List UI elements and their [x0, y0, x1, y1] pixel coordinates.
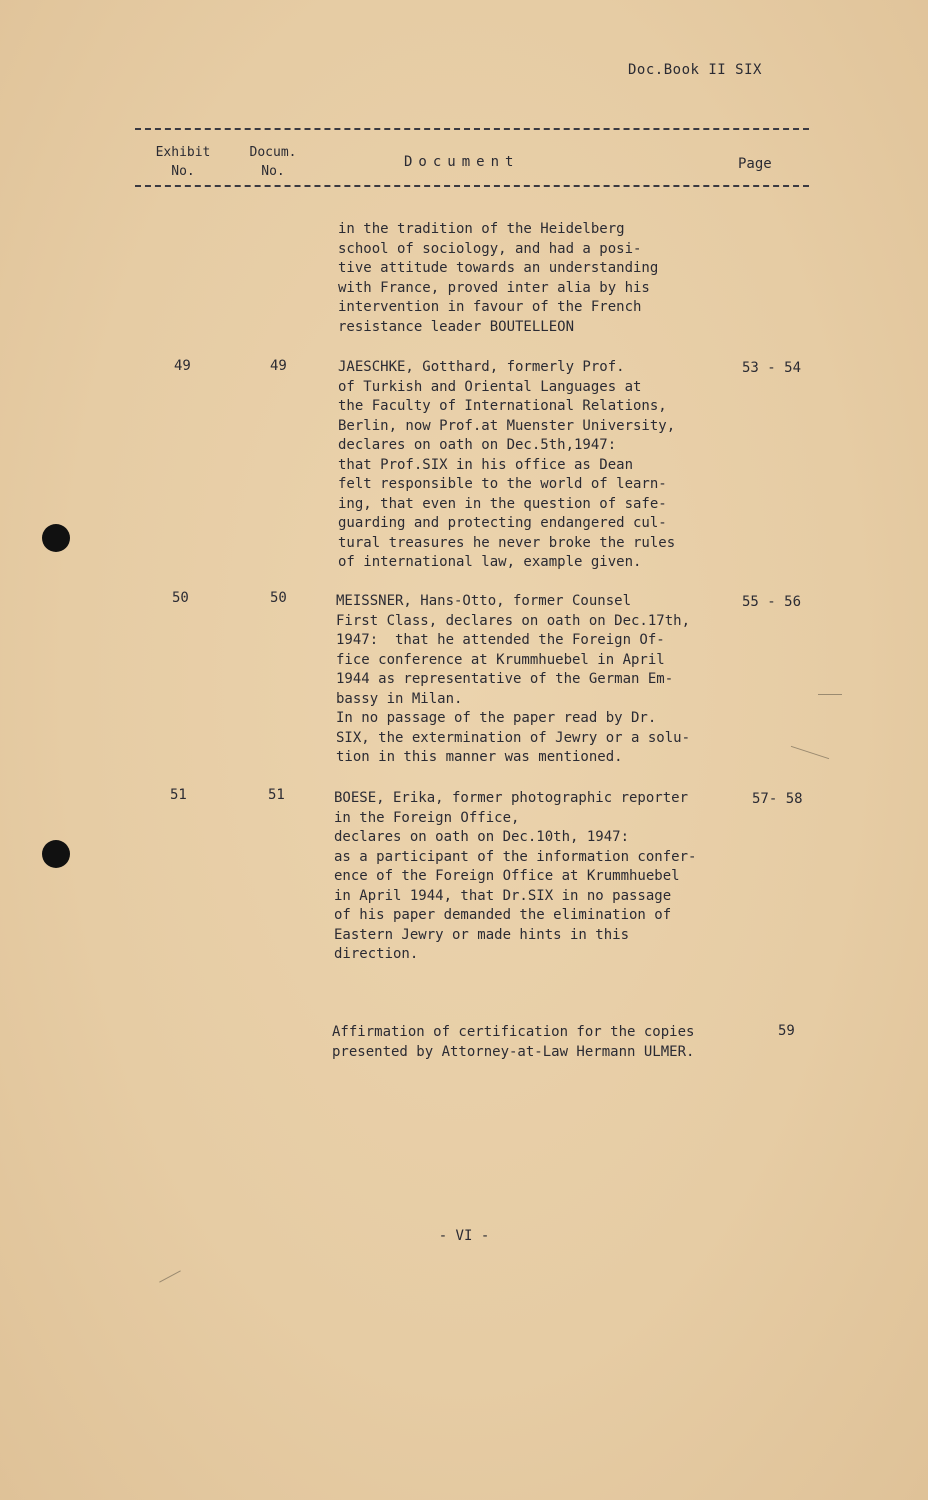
entry-page: 59	[778, 1023, 795, 1039]
column-header-docum-line2: No.	[261, 164, 285, 179]
entry-text: JAESCHKE, Gotthard, formerly Prof. of Turkish and Oriental Languages at the Faculty of International Relations, Berlin, now Prof.at Muenster University, declares on oath on Dec.5th,1947: that Prof.SIX in his office as Dean felt responsible to the world of learn- ing, that even in the question of safe- guarding and protecting endangered cul- tural treasures he never broke the rules of international law, example given.	[338, 359, 676, 570]
punch-hole	[42, 840, 70, 868]
header-bottom-rule	[135, 185, 809, 187]
column-header-exhibit-line2: No.	[171, 164, 195, 179]
entry-docum-no: 49	[270, 358, 287, 374]
entry-text: Affirmation of certification for the copies presented by Attorney-at-Law Hermann ULMER.	[332, 1024, 695, 1060]
entry-text: in the tradition of the Heidelberg school of sociology, and had a posi- tive attitude towards an understanding with France, proved inter alia by his intervention in favour of the French resistance leader BOUTELLEON	[338, 221, 659, 335]
document-reference: Doc.Book II SIX	[628, 62, 762, 78]
stray-mark	[159, 1270, 181, 1282]
page-number: - VI -	[438, 1228, 490, 1244]
column-header-document: Document	[404, 154, 520, 170]
entry-page: 55 - 56	[742, 594, 802, 610]
stray-mark	[818, 694, 842, 695]
entry-exhibit-no: 50	[172, 590, 189, 606]
column-header-docum-line1: Docum.	[249, 145, 297, 160]
entry-exhibit-no: 49	[174, 358, 191, 374]
entry-text: MEISSNER, Hans-Otto, former Counsel First Class, declares on oath on Dec.17th, 1947: that he attended the Foreign Of- fice conference at Krummhuebel in April 1944 as representative of the German Em- bassy in Milan. In no passage of the paper read by Dr. SIX, the extermination of Jewry or a solu- tion in this manner was mentioned.	[336, 593, 691, 765]
stray-mark	[791, 746, 829, 759]
entry-docum-no: 51	[268, 787, 285, 803]
entry-docum-no: 50	[270, 590, 287, 606]
column-header-page: Page	[738, 156, 772, 172]
entry-exhibit-no: 51	[170, 787, 187, 803]
entry-page: 53 - 54	[742, 360, 802, 376]
column-header-exhibit-line1: Exhibit	[155, 145, 211, 160]
entry-page: 57- 58	[752, 791, 803, 807]
column-header-docum	[236, 143, 310, 181]
entry-text: BOESE, Erika, former photographic reporter in the Foreign Office, declares on oath on Dec.10th, 1947: as a participant of the information confer- ence of the Foreign Office at Krummhuebel in April 1944, that Dr.SIX in no passage of his paper demanded the elimination of Eastern Jewry or made hints in this direction.	[334, 790, 697, 962]
header-top-rule	[135, 128, 809, 130]
punch-hole	[42, 524, 70, 552]
column-header-exhibit	[140, 143, 226, 181]
